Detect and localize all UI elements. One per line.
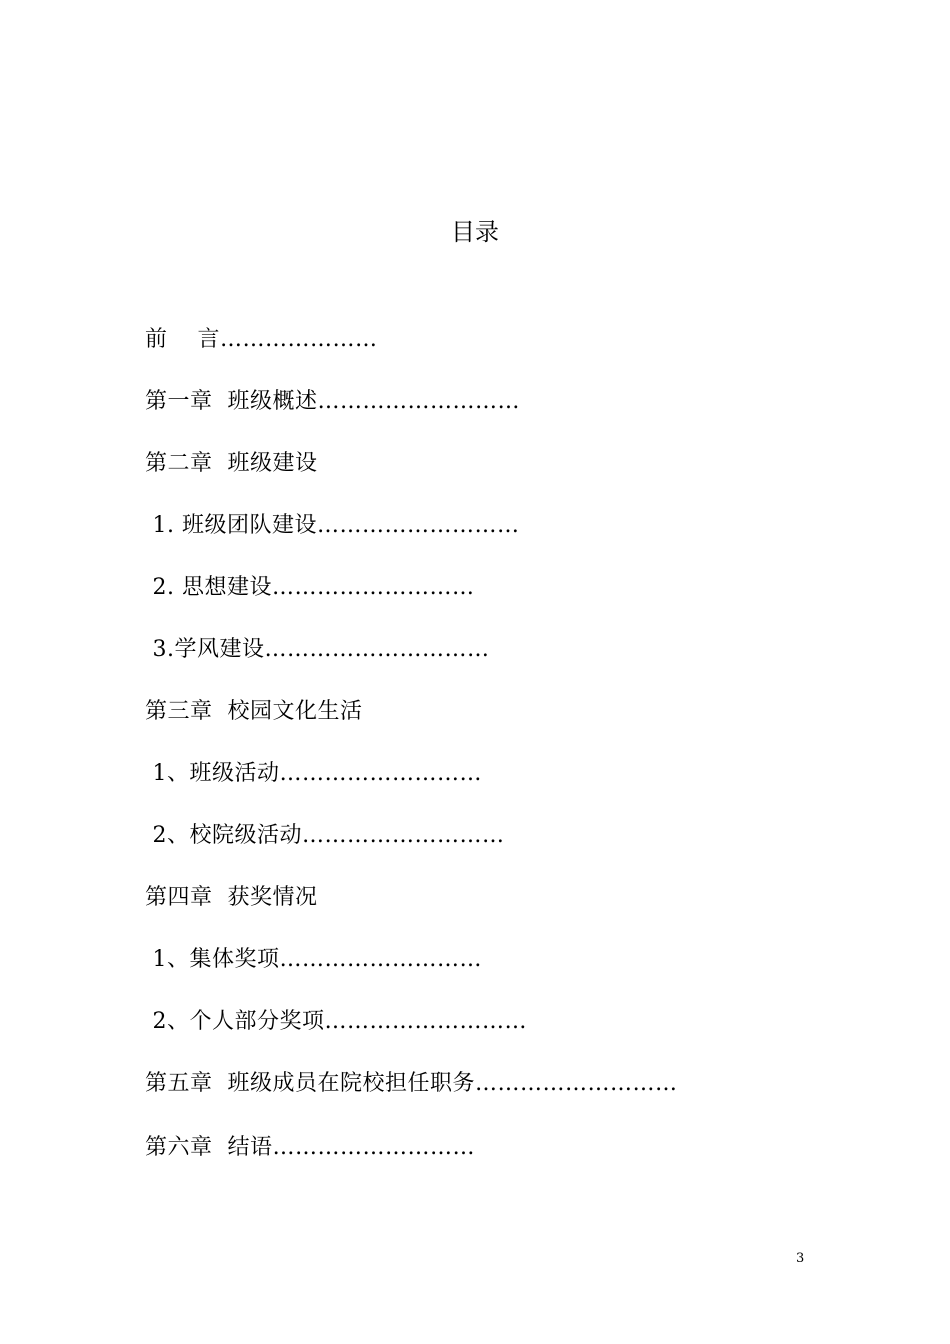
page-number: 3 — [796, 1251, 805, 1266]
toc-entry-chapter-4: 第四章 获奖情况 — [145, 885, 318, 910]
toc-entry-chapter-2-section-2: 2. 思想建设……………………… — [145, 575, 475, 600]
toc-entry-chapter-2: 第二章 班级建设 — [145, 451, 318, 476]
toc-entry-chapter-1: 第一章 班级概述……………………… — [145, 389, 520, 414]
toc-entry-chapter-5: 第五章 班级成员在院校担任职务……………………… — [145, 1071, 678, 1096]
toc-entry-chapter-6: 第六章 结语……………………… — [145, 1135, 475, 1160]
toc-entry-chapter-4-section-2: 2、个人部分奖项……………………… — [145, 1009, 527, 1034]
toc-entry-chapter-3: 第三章 校园文化生活 — [145, 699, 363, 724]
page-title: 目录 — [451, 218, 499, 246]
toc-entry-chapter-4-section-1: 1、集体奖项……………………… — [145, 947, 482, 972]
toc-entry-chapter-2-section-1: 1. 班级团队建设……………………… — [145, 513, 520, 538]
toc-entry-preface: 前 言………………… — [145, 327, 378, 352]
toc-entry-chapter-3-section-2: 2、校院级活动……………………… — [145, 823, 505, 848]
toc-entry-chapter-2-section-3: 3.学风建设………………………… — [145, 637, 490, 662]
toc-entry-chapter-3-section-1: 1、班级活动……………………… — [145, 761, 482, 786]
